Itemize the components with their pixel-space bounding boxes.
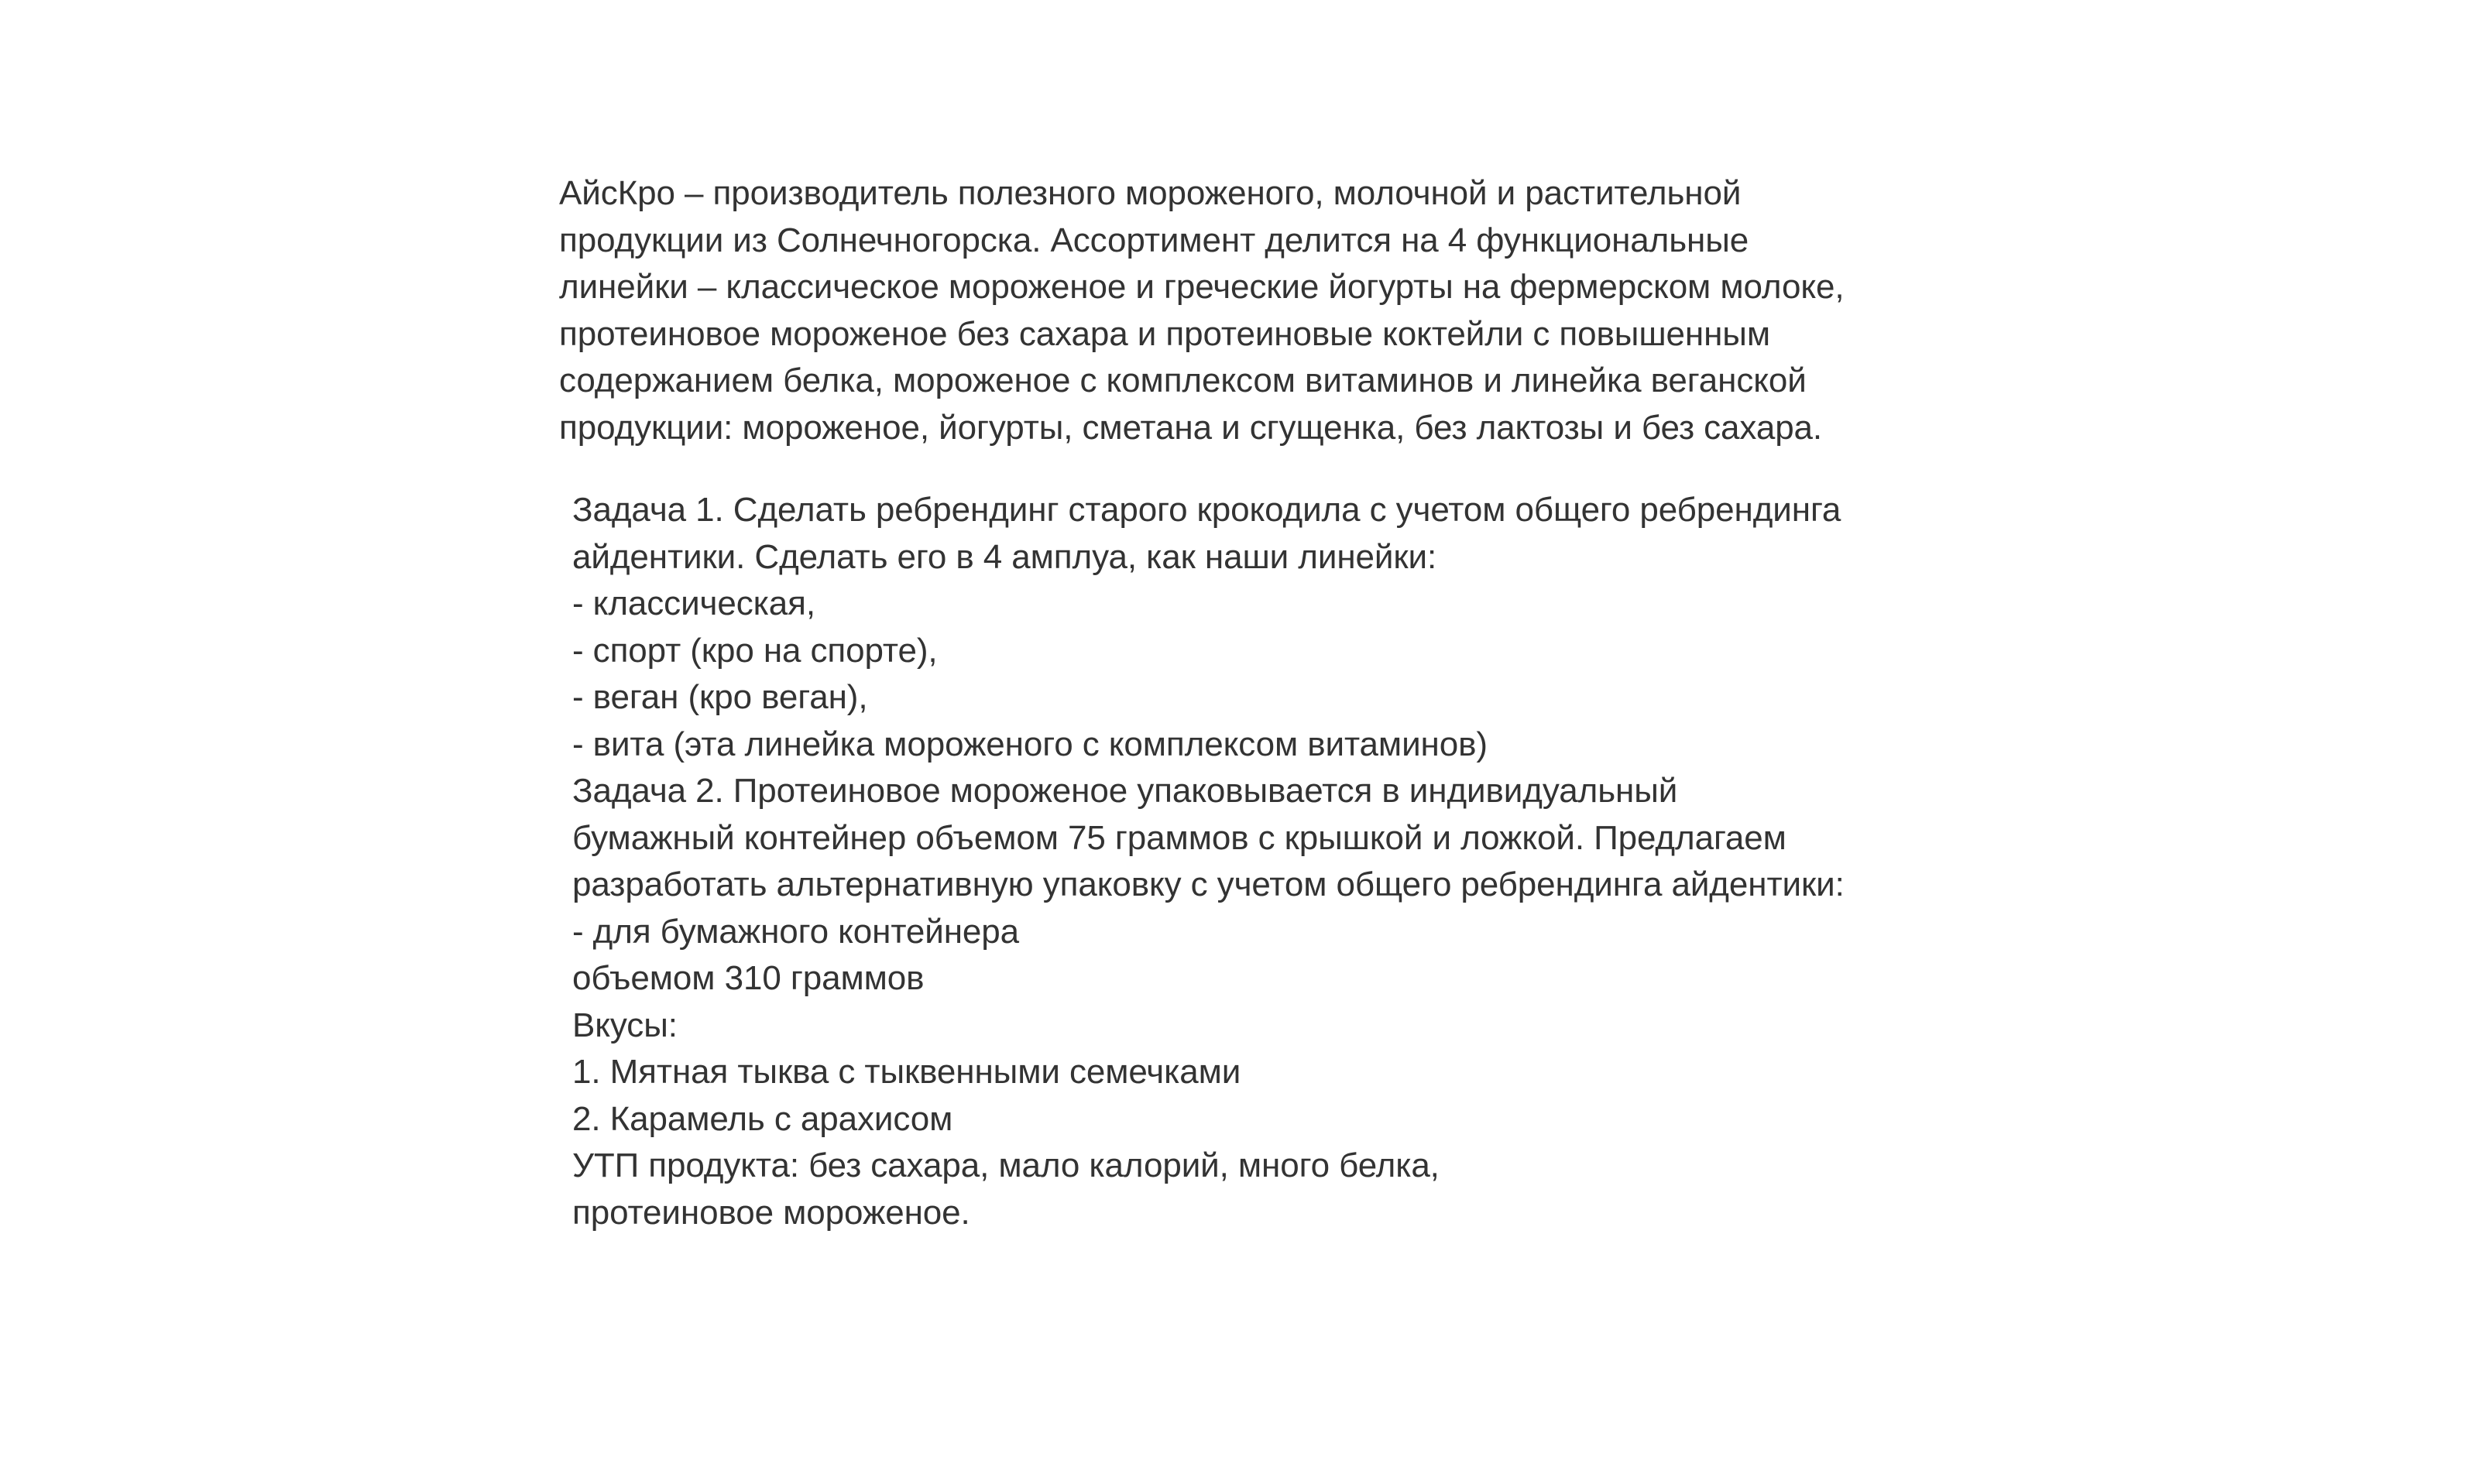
intro-line: продукции: мороженое, йогурты, сметана и сгущенка, без лактозы и без сахара. (559, 408, 1823, 447)
usp-text: протеиновое мороженое. (572, 1193, 970, 1232)
task-1-heading: Задача 1. Сделать ребрендинг старого крокодила с учетом общего ребрендинга (572, 491, 1841, 529)
task-1-text: айдентики. Сделать его в 4 амплуа, как наши линейки: (572, 537, 1437, 576)
flavors-heading: Вкусы: (572, 1006, 678, 1044)
intro-line: продукции из Солнечногорска. Ассортимент делится на 4 функциональные (559, 221, 1749, 259)
task-2-heading: Задача 2. Протеиновое мороженое упаковывается в индивидуальный (572, 772, 1678, 810)
task-1-item-vegan: - веган (кро веган), (572, 678, 868, 716)
intro-line: содержанием белка, мороженое с комплексом витаминов и линейка веганской (559, 362, 1807, 399)
task-1-item-vita: - вита (эта линейка мороженого с комплексом витаминов) (572, 725, 1488, 763)
intro-paragraph (559, 170, 1844, 451)
intro-line: протеиновое мороженое без сахара и протеиновые коктейли с повышенным (559, 314, 1770, 353)
task-1-item-sport: - спорт (кро на спорте), (572, 631, 938, 670)
task-2-text: бумажный контейнер объемом 75 граммов с крышкой и ложкой. Предлагаем (572, 818, 1786, 857)
task-1-item-classic: - классическая, (572, 584, 815, 622)
flavor-item: 1. Мятная тыква с тыквенными семечками (572, 1053, 1241, 1091)
task-2-text: разработать альтернативную упаковку с учетом общего ребрендинга айдентики: (572, 865, 1845, 903)
task-2-volume: объемом 310 граммов (572, 959, 925, 997)
flavor-item: 2. Карамель с арахисом (572, 1099, 953, 1138)
task-2-item-container: - для бумажного контейнера (572, 912, 1020, 951)
intro-line: линейки – классическое мороженое и греческие йогурты на фермерском молоке, (559, 268, 1845, 306)
intro-line: АйсКро – производитель полезного мороженого, молочной и растительной (559, 174, 1742, 212)
usp-text: УТП продукта: без сахара, мало калорий, много белка, (572, 1146, 1440, 1184)
tasks-paragraph (572, 487, 1845, 1236)
